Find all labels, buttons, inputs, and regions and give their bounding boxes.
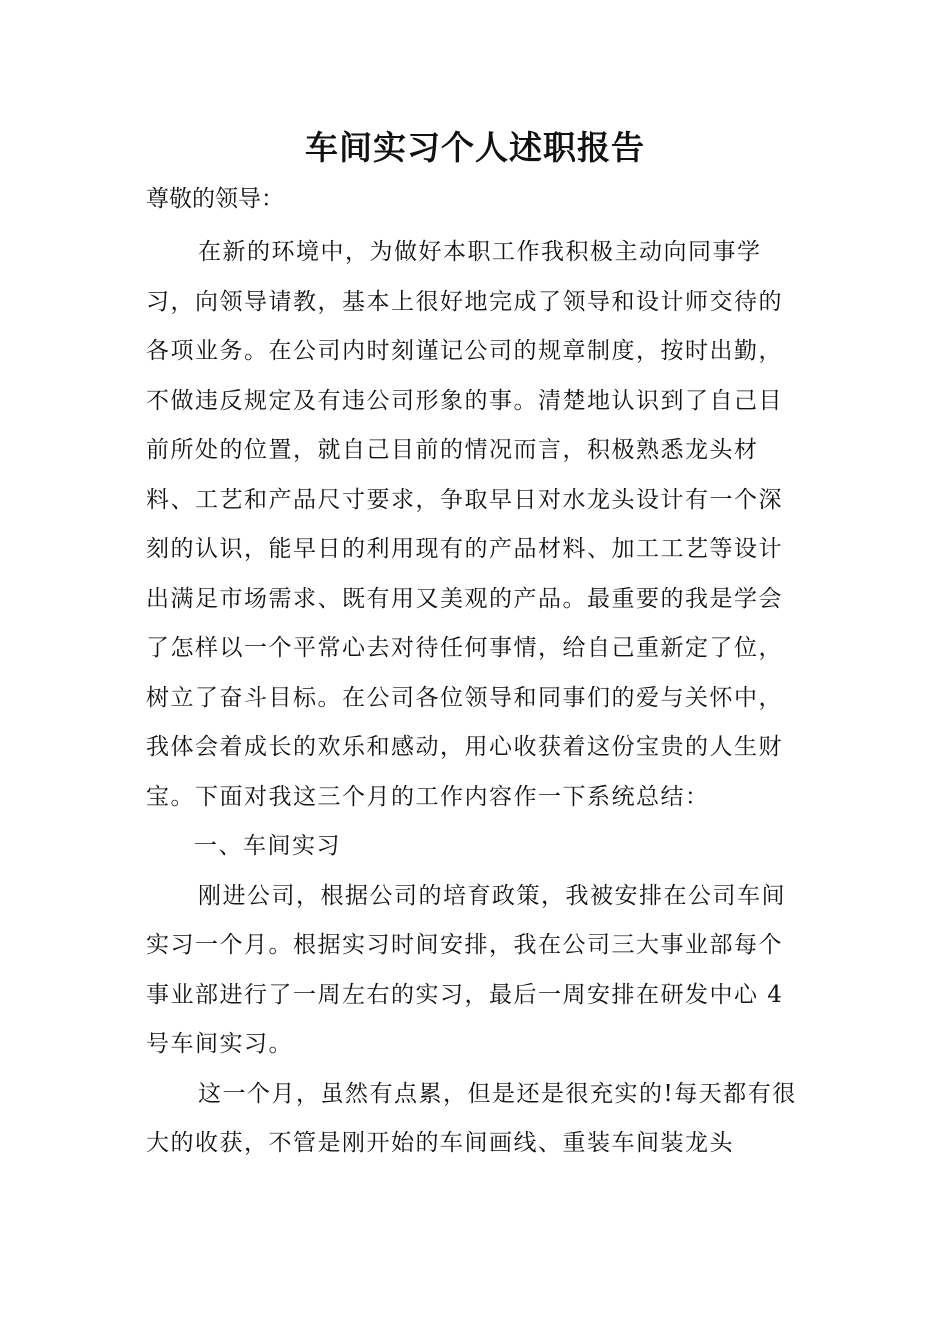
section-heading: 一、车间实习 bbox=[194, 833, 341, 859]
paragraph-month: 这一个月，虽然有点累，但是还是很充实的!每天都有很大的收获，不管是刚开始的车间画线、重装车间装龙头 bbox=[146, 1080, 797, 1156]
document-title: 车间实习个人述职报告 bbox=[305, 128, 645, 167]
document-body bbox=[146, 228, 806, 1169]
paragraph-intro: 在新的环境中，为做好本职工作我积极主动向同事学习，向领导请教，基本上很好地完成了领导和设计师交待的各项业务。在公司内时刻谨记公司的规章制度，按时出勤，不做违反规定及有违公司形象的事。清楚地认识到了自己目前所处的位置，就自己目前的情况而言，积极熟悉龙头材料、工艺和产品尺寸要求，争取早日对水龙头设计有一个深刻的认识，能早日的利用现有的产品材料、加工工艺等设计出满足市场需求、既有用又美观的产品。最重要的我是学会了怎样以一个平常心去对待任何事情，给自己重新定了位，树立了奋斗目标。在公司各位领导和同事们的爱与关怀中，我体会着成长的欢乐和感动，用心收获着这份宝贵的人生财宝。下面对我这三个月的工作内容作一下系统总结： bbox=[146, 239, 783, 810]
salutation: 尊敬的领导： bbox=[146, 186, 284, 212]
paragraph-workshop: 刚进公司，根据公司的培育政策，我被安排在公司车间实习一个月。根据实习时间安排，我在公司三大事业部每个事业部进行了一周左右的实习，最后一周安排在研发中心 4 号车间实习。 bbox=[146, 882, 786, 1057]
